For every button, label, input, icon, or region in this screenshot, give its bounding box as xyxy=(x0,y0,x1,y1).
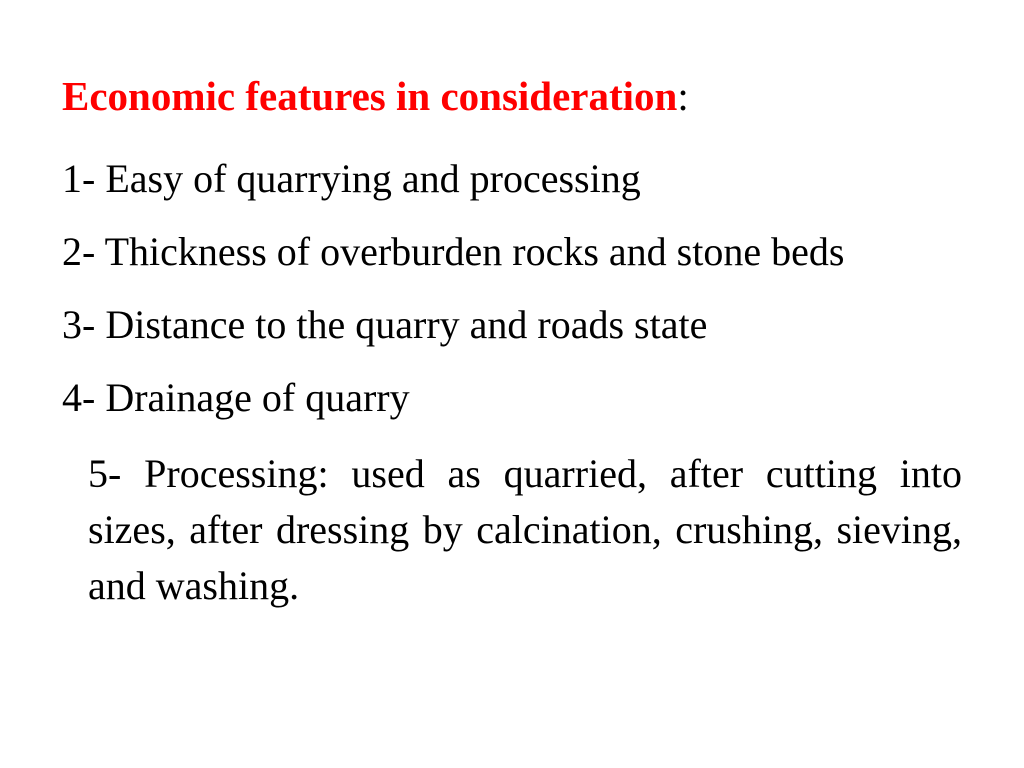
list-item-3: 3- Distance to the quarry and roads state xyxy=(62,302,708,347)
list-item-1: 1- Easy of quarrying and processing xyxy=(62,156,641,201)
list-item-5: 5- Processing: used as quarried, after cutting into sizes, after dressing by calcination, crushing, sieving, and washing. xyxy=(88,451,962,608)
slide-title-text: Economic features in consideration xyxy=(62,73,678,119)
slide-title xyxy=(62,70,689,122)
slide-title-colon: : xyxy=(677,73,689,119)
list-item-2: 2- Thickness of overburden rocks and stone beds xyxy=(62,229,845,274)
list-item-4: 4- Drainage of quarry xyxy=(62,375,410,420)
